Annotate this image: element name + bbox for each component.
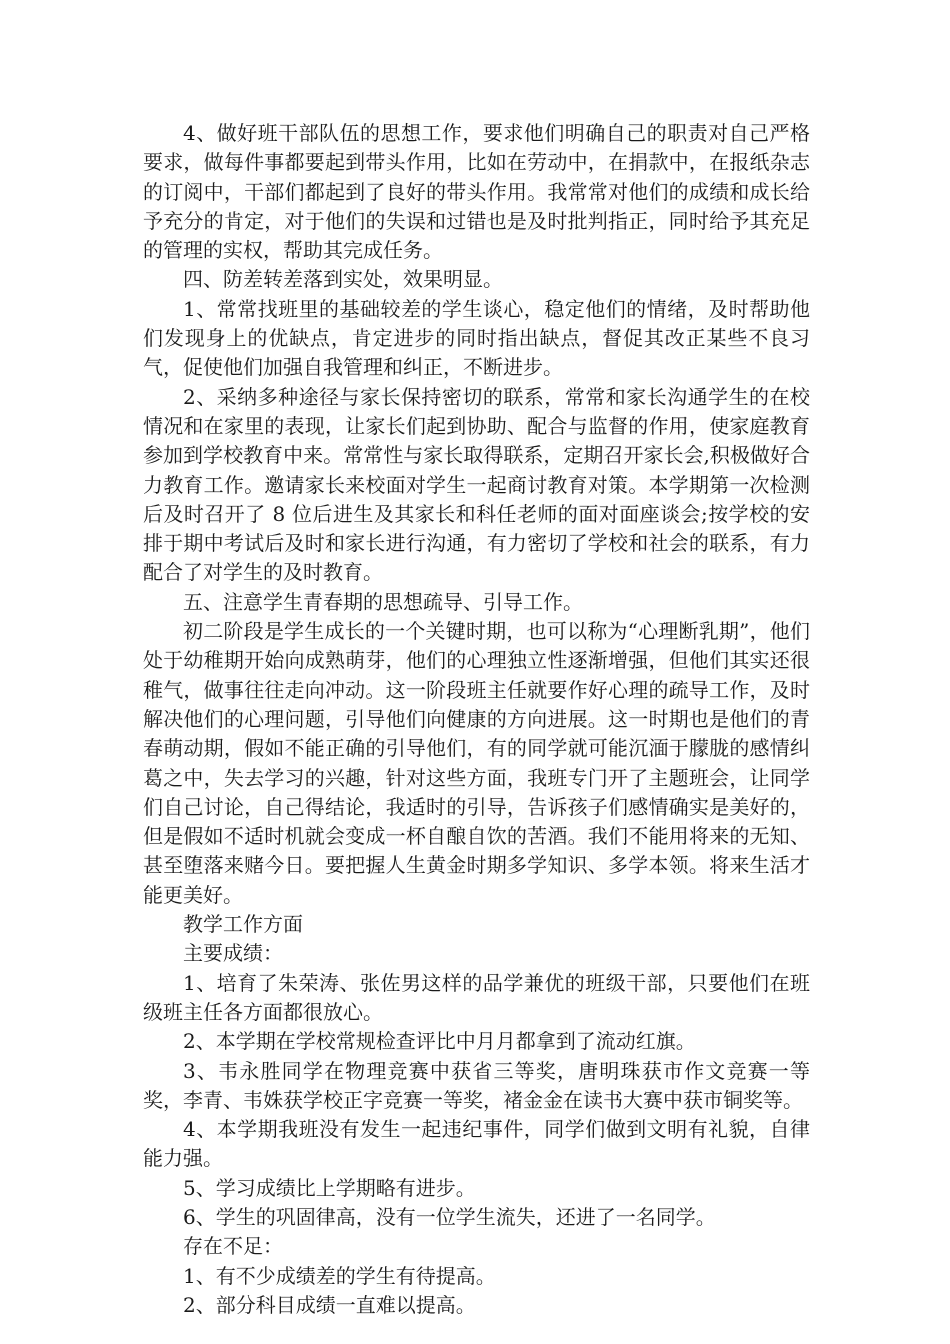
list-item: 2、本学期在学校常规检查评比中月月都拿到了流动红旗。: [183, 1029, 696, 1054]
section-heading: 五、注意学生青春期的思想疏导、引导工作。: [183, 589, 583, 614]
subsection-heading: 主要成绩：: [183, 941, 283, 966]
paragraph: 4、做好班干部队伍的思想工作，要求他们明确自己的职责对自己严格要求，做每件事都要起到带头作用，比如在劳动中，在捐款中，在报纸杂志的订阅中，干部们都起到了良好的带头作用。我常常对他们的成绩和成长给予充分的肯定，对于他们的失误和过错也是及时批判指正，同时给予其充足的管理的实权，帮助其完成任务。: [143, 121, 810, 263]
list-item: 1、有不少成绩差的学生有待提高。: [183, 1263, 496, 1288]
section-heading: 四、防差转差落到实处，效果明显。: [183, 267, 503, 292]
paragraph: 初二阶段是学生成长的一个关键时期，也可以称为“心理断乳期”，他们处于幼稚期开始向成熟萌芽，他们的心理独立性逐渐增强，但他们其实还很稚气，做事往往走向冲动。这一阶段班主任就要作好心理的疏导工作，及时解决他们的心理问题，引导他们向健康的方向进展。这一时期也是他们的青春萌动期，假如不能正确的引导他们，有的同学就可能沉湎于朦胧的感情纠葛之中，失去学习的兴趣，针对这些方面，我班专门开了主题班会，让同学们自己讨论，自己得结论，我适时的引导，告诉孩子们感情确实是美好的，但是假如不适时机就会变成一杯自酿自饮的苦酒。我们不能用将来的无知、甚至堕落来赌今日。要把握人生黄金时期多学知识、多学本领。将来生活才能更美好。: [143, 619, 810, 907]
list-item: 4、本学期我班没有发生一起违纪事件，同学们做到文明有礼貌，自律能力强。: [143, 1117, 810, 1171]
paragraph: 2、采纳多种途径与家长保持密切的联系，常常和家长沟通学生的在校情况和在家里的表现，让家长们起到协助、配合与监督的作用，使家庭教育参加到学校教育中来。常常性与家长取得联系，定期召开家长会,积极做好合力教育工作。邀请家长来校面对学生一起商讨教育对策。本学期第一次检测后及时召开了 8 位后进生及其家长和科任老师的面对面座谈会;按学校的安排于期中考试后及时和家长进行沟通，有力密切了学校和社会的联系，有力配合了对学生的及时教育。: [143, 384, 810, 585]
list-item: 1、培育了朱荣涛、张佐男这样的品学兼优的班级干部，只要他们在班级班主任各方面都很放心。: [143, 970, 810, 1024]
list-item: 6、学生的巩固律高，没有一位学生流失，还进了一名同学。: [183, 1204, 716, 1229]
subsection-heading: 存在不足：: [183, 1234, 283, 1259]
section-heading: 教学工作方面: [183, 912, 303, 937]
list-item: 5、学习成绩比上学期略有进步。: [183, 1175, 476, 1200]
paragraph: 1、常常找班里的基础较差的学生谈心，稳定他们的情绪，及时帮助他们发现身上的优缺点，肯定进步的同时指出缺点，督促其改正某些不良习气，促使他们加强自我管理和纠正，不断进步。: [143, 296, 810, 380]
document-body: [143, 119, 810, 1320]
list-item: 2、部分科目成绩一直难以提高。: [183, 1292, 476, 1317]
list-item: 3、韦永胜同学在物理竞赛中获省三等奖，唐明珠获市作文竞赛一等奖，李青、韦姝获学校正字竞赛一等奖，褚金金在读书大赛中获市铜奖等。: [143, 1058, 810, 1112]
